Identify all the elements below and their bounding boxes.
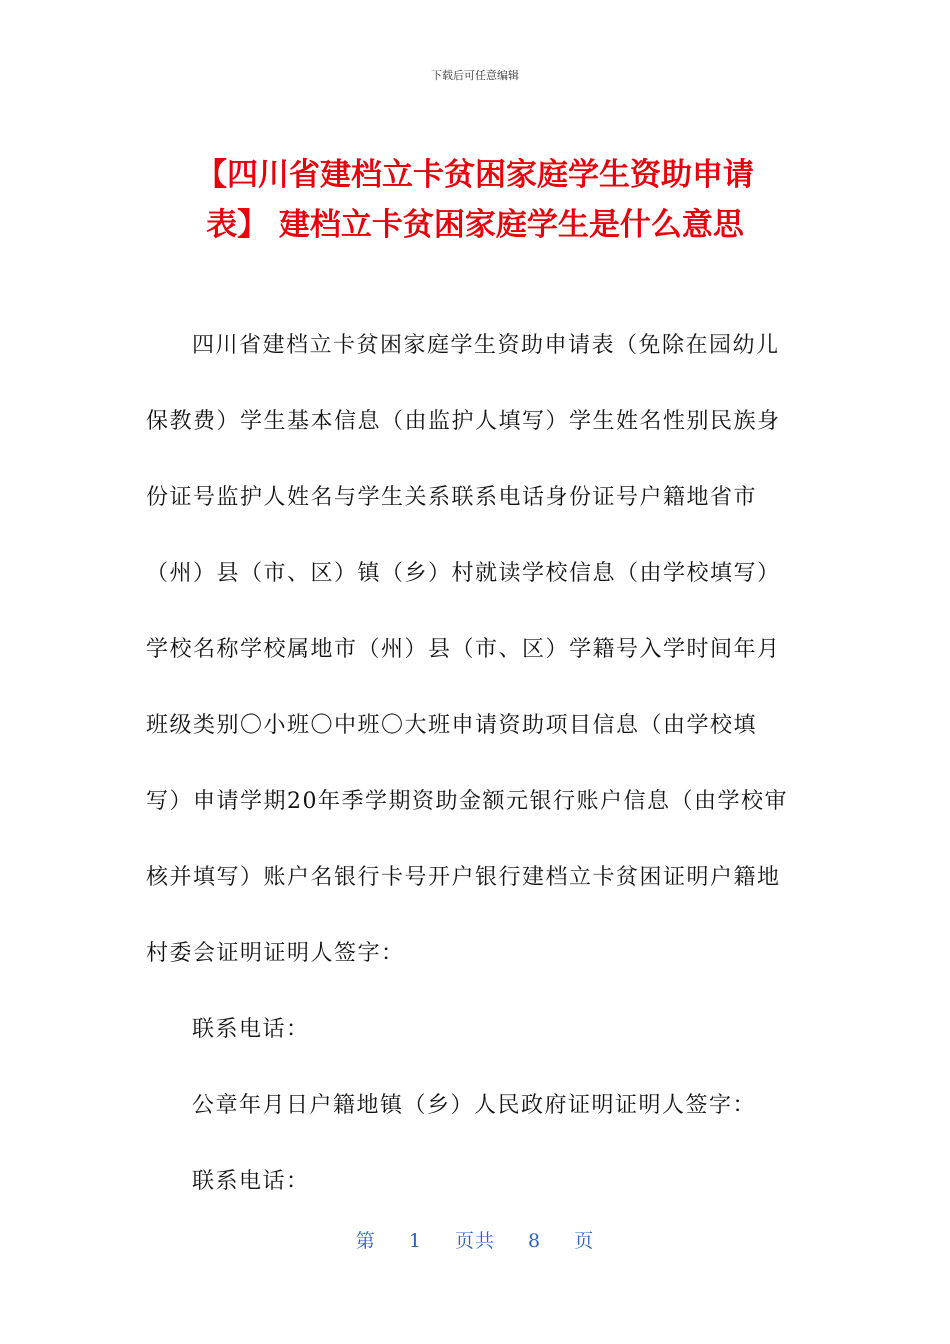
body-line: 份证号监护人姓名与学生关系联系电话身份证号户籍地省市 xyxy=(146,485,758,510)
title-line-2: 表】 建档立卡贫困家庭学生是什么意思 xyxy=(206,207,744,243)
body-line: （州）县（市、区）镇（乡）村就读学校信息（由学校填写） xyxy=(146,561,781,586)
page-current: 1 xyxy=(408,1230,422,1252)
document-body xyxy=(146,320,806,1232)
body-line: 学校名称学校属地市（州）县（市、区）学籍号入学时间年月 xyxy=(146,637,781,662)
body-line: 核并填写）账户名银行卡号开户银行建档立卡贫困证明户籍地 xyxy=(146,865,781,890)
body-line: 写）申请学期20年季学期资助金额元银行账户信息（由学校审 xyxy=(146,789,788,814)
body-line: 保教费）学生基本信息（由监护人填写）学生姓名性别民族身 xyxy=(146,409,781,434)
page-prefix: 第 xyxy=(355,1230,376,1252)
body-line: 四川省建档立卡贫困家庭学生资助申请表（免除在园幼儿 xyxy=(192,333,780,358)
body-line: 村委会证明证明人签字： xyxy=(146,941,405,966)
page-total: 8 xyxy=(528,1230,542,1252)
body-line: 联系电话： xyxy=(192,1017,310,1042)
title-line-1: 【四川省建档立卡贫困家庭学生资助申请 xyxy=(196,157,754,193)
page-middle: 页共 xyxy=(454,1230,495,1252)
body-line: 班级类别〇小班〇中班〇大班申请资助项目信息（由学校填 xyxy=(146,713,758,738)
header-note: 下载后可任意编辑 xyxy=(431,69,519,82)
page-footer xyxy=(0,1226,950,1253)
body-line: 公章年月日户籍地镇（乡）人民政府证明证明人签字： xyxy=(192,1093,757,1118)
document-title xyxy=(100,150,850,250)
page-suffix: 页 xyxy=(574,1230,595,1252)
body-line: 联系电话： xyxy=(192,1169,310,1194)
